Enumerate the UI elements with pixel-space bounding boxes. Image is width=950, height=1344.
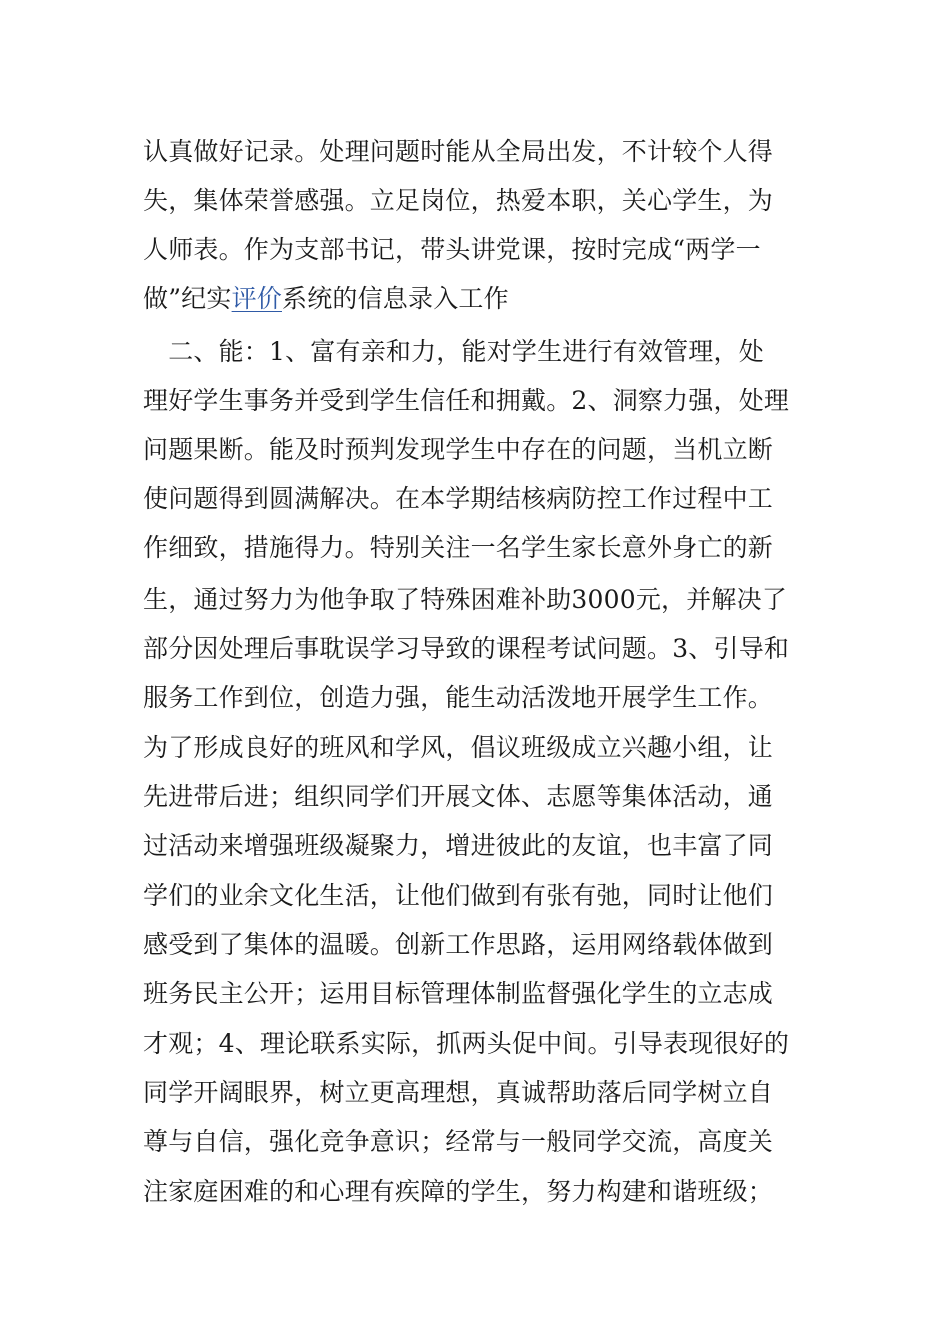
text-segment: 系统的信息录入工作 bbox=[282, 284, 509, 313]
text-line: 先进带后进；组织同学们开展文体、志愿等集体活动，通 bbox=[143, 782, 774, 811]
text-line: 为了形成良好的班风和学风，倡议班级成立兴趣小组，让 bbox=[143, 733, 774, 762]
text-line: 失，集体荣誉感强。立足岗位，热爱本职，关心学生，为 bbox=[143, 186, 774, 215]
text-line: 班务民主公开；运用目标管理体制监督强化学生的立志成 bbox=[143, 979, 774, 1008]
text-segment: 做”纪实 bbox=[143, 284, 232, 313]
text-line: 学们的业余文化生活，让他们做到有张有弛，同时让他们 bbox=[143, 881, 774, 910]
text-line: 作细致，措施得力。特别关注一名学生家长意外身亡的新 bbox=[143, 533, 774, 562]
text-line: 二、能：1、富有亲和力，能对学生进行有效管理，处 bbox=[143, 337, 764, 366]
text-line: 过活动来增强班级凝聚力，增进彼此的友谊，也丰富了同 bbox=[143, 831, 774, 860]
evaluation-link[interactable]: 评价 bbox=[231, 284, 282, 313]
text-line: 服务工作到位，创造力强，能生动活泼地开展学生工作。 bbox=[143, 683, 774, 712]
text-line: 注家庭困难的和心理有疾障的学生，努力构建和谐班级； bbox=[143, 1177, 774, 1206]
text-line: 人师表。作为支部书记，带头讲党课，按时完成“两学一 bbox=[143, 235, 761, 264]
text-line: 部分因处理后事耽误学习导致的课程考试问题。3、引导和 bbox=[143, 634, 790, 663]
text-line: 同学开阔眼界，树立更高理想，真诚帮助落后同学树立自 bbox=[143, 1078, 774, 1107]
text-line: 感受到了集体的温暖。创新工作思路，运用网络载体做到 bbox=[143, 930, 774, 959]
text-line: 才观；4、理论联系实际，抓两头促中间。引导表现很好的 bbox=[143, 1029, 790, 1058]
text-line-with-link bbox=[143, 279, 803, 319]
text-line: 尊与自信，强化竞争意识；经常与一般同学交流，高度关 bbox=[143, 1127, 774, 1156]
text-line: 使问题得到圆满解决。在本学期结核病防控工作过程中工 bbox=[143, 484, 774, 513]
text-line: 问题果断。能及时预判发现学生中存在的问题，当机立断 bbox=[143, 435, 774, 464]
text-line: 生，通过努力为他争取了特殊困难补助3000元，并解决了 bbox=[143, 585, 788, 614]
text-line: 认真做好记录。处理问题时能从全局出发，不计较个人得 bbox=[143, 137, 774, 166]
text-line: 理好学生事务并受到学生信任和拥戴。2、洞察力强，处理 bbox=[143, 386, 790, 415]
